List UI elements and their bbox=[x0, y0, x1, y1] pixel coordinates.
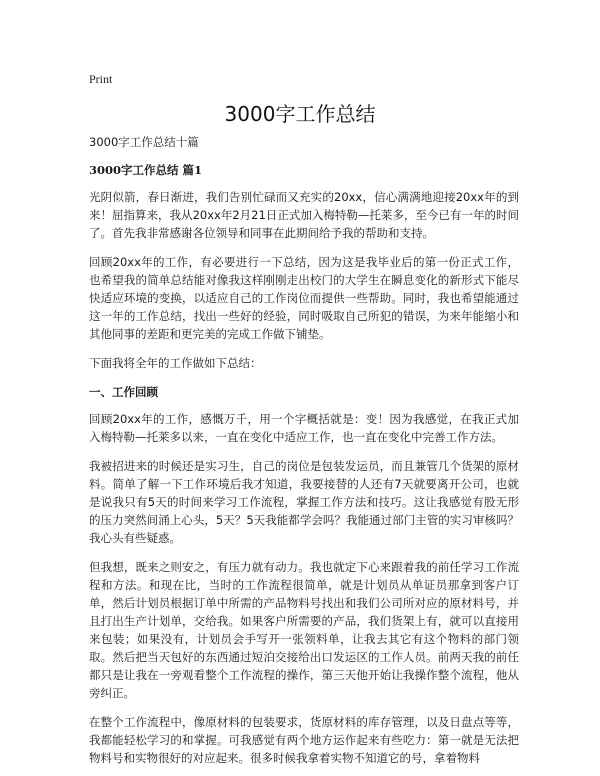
document-title: 3000字工作总结 bbox=[224, 102, 376, 126]
paragraph-workflow: 但我想，既来之则安之，有压力就有动力。我也就定下心来跟着我的前任学习工作流程和方法。和现在比，当时的工作流程很简单，就是计划员从单证员那拿到客户订单，然后计划员根据订单中所需的产品物料号找出和我们公司所对应的原材料号，并且打出生产计划单，交给我。如果客户所需要的产品，我们货架上有，就可以直接用来包装；如果没有，计划员会手写开一张领料单，让我去其它有这个物料的部门领取。然后把当天包好的东西通过短泊交接给出口发运区的工作人员。前两天我的前任都只是让我在一旁观看整个工作流程的操作，第三天他开始让我操作整个流程，他从旁纠正。 bbox=[89, 560, 519, 700]
document-body bbox=[89, 133, 519, 767]
paragraph-summary-lead: 下面我将全年的工作做如下总结： bbox=[89, 356, 262, 370]
paragraph-review: 回顾20xx年的工作，有必要进行一下总结，因为这是我毕业后的第一份正式工作，也希望我的简单总结能对像我这样刚刚走出校门的大学生在瞬息变化的新形式下能尽快适应环境的变换，以适应自己的工作岗位而提供一些帮助。同时，我也希望能通过这一年的工作总结，找出一些好的经验，同时吸取自己所犯的错误，为来年能缩小和其他同事的差距和更完美的完成工作做下铺垫。 bbox=[89, 255, 519, 341]
subsection-heading: 一、工作回顾 bbox=[89, 385, 158, 399]
document-subtitle: 3000字工作总结十篇 bbox=[89, 135, 199, 149]
paragraph-work-review: 回顾20xx年的工作，感慨万千，用一个字概括就是：变！因为我感觉，在我正式加入梅特勒—托莱多以来，一直在变化中适应工作，也一直在变化中完善工作方法。 bbox=[89, 412, 519, 444]
print-label: Print bbox=[89, 72, 113, 86]
paragraph-intro: 光阴似箭，春日渐进，我们告别忙碌而又充实的20xx，信心满满地迎接20xx年的到来！屈指算来，我从20xx年2月21日正式加入梅特勒—托莱多，至今已有一年的时间了。首先我非常感谢各位领导和同事在此期间给予我的帮助和支持。 bbox=[89, 190, 519, 240]
paragraph-internship: 我被招进来的时候还是实习生，自己的岗位是包装发运员，而且兼管几个货架的原材料。简单了解一下工作环境后我才知道，我要接替的人还有7天就要离开公司，也就是说我只有5天的时间来学习工作流程，掌握工作方法和技巧。这让我感觉有股无形的压力突然间涌上心头，5天？5天我能都学会吗？我能通过部门主管的实习审核吗？我心头有些疑惑。 bbox=[89, 459, 519, 545]
section-heading: 3000字工作总结 篇1 bbox=[89, 163, 203, 177]
paragraph-difficulties: 在整个工作流程中，像原材料的包装要求，货原材料的库存管理，以及日盘点等等，我都能轻松学习的和掌握。可我感觉有两个地方运作起来有些吃力：第一就是无法把物料号和实物很好的对应起来。很多时候我拿着实物不知道它的号，拿着物料 bbox=[89, 715, 519, 765]
